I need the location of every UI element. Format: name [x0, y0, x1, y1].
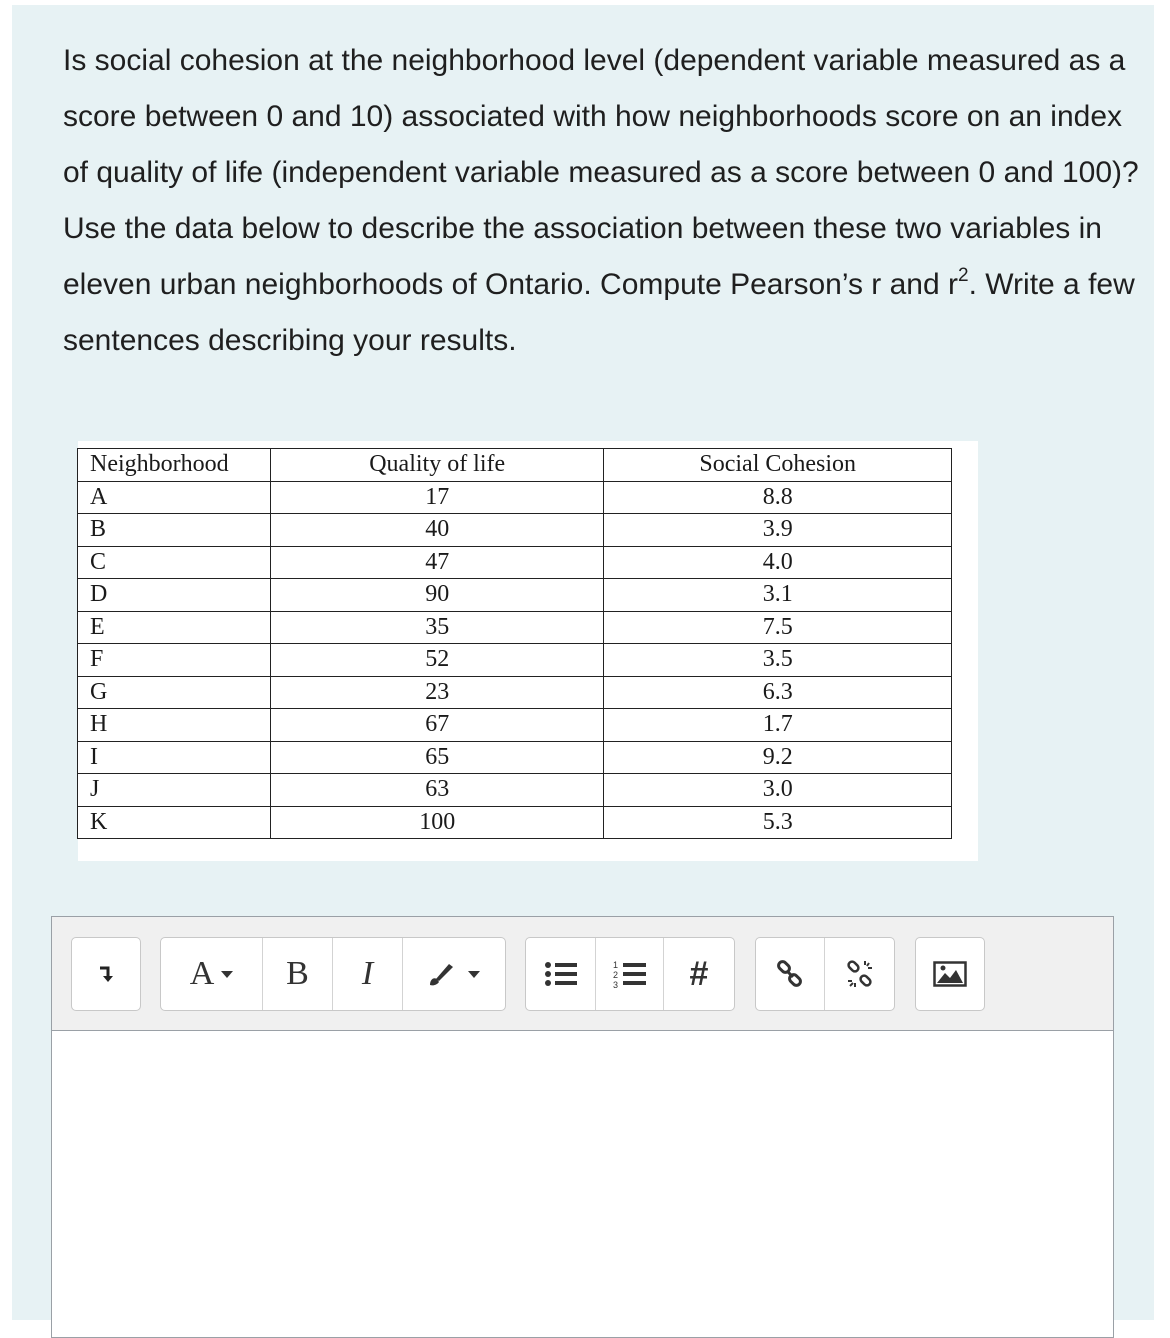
toolbar-group-lists	[525, 937, 735, 1011]
cell-neighborhood: E	[78, 611, 271, 644]
cell-quality: 90	[270, 579, 604, 612]
question-text: Is social cohesion at the neighborhood level (dependent variable measured as a score between 0 and 10) associated with how neighborhoods score on an index of quality of life (independent variable measured as a score between 0 and 100)? Use the data below to describe the association between these two variables in eleven urban neighborhoods of Ontario. Compute Pearson’s r and $r^2$. Write a few sentences describing your results.	[63, 44, 1139, 357]
svg-text:3: 3	[612, 980, 618, 989]
table-row	[78, 644, 952, 677]
cell-neighborhood: J	[78, 774, 271, 807]
cell-cohesion: 3.0	[604, 774, 952, 807]
unlink-icon	[845, 959, 875, 989]
toolbar-group-format	[160, 937, 506, 1011]
table-row	[78, 741, 952, 774]
italic-icon: I	[361, 955, 374, 992]
cell-cohesion: 3.9	[604, 514, 952, 547]
table-row	[78, 481, 952, 514]
cell-neighborhood: A	[78, 481, 271, 514]
numbered-list-icon	[613, 959, 647, 989]
toolbar-group-links	[755, 937, 895, 1011]
cell-neighborhood: C	[78, 546, 271, 579]
font-color-icon: A	[189, 955, 215, 992]
table-row	[78, 546, 952, 579]
cell-neighborhood: D	[78, 579, 271, 612]
chevron-down-icon	[468, 971, 480, 978]
numbered-list-button[interactable]	[596, 938, 664, 1010]
cell-cohesion: 7.5	[604, 611, 952, 644]
table-header-row	[78, 449, 952, 482]
svg-text:1: 1	[612, 960, 618, 970]
data-table	[77, 448, 952, 839]
editor-content-area[interactable]	[52, 1031, 1113, 1331]
cell-cohesion: 3.5	[604, 644, 952, 677]
link-button[interactable]	[756, 938, 825, 1010]
cell-cohesion: 8.8	[604, 481, 952, 514]
cell-cohesion: 6.3	[604, 676, 952, 709]
cell-neighborhood: K	[78, 806, 271, 839]
clear-format-icon	[427, 961, 461, 987]
equation-button[interactable]	[664, 938, 734, 1010]
link-icon	[776, 960, 804, 988]
cell-quality: 40	[270, 514, 604, 547]
cell-quality: 65	[270, 741, 604, 774]
cell-quality: 17	[270, 481, 604, 514]
bold-icon: B	[286, 955, 309, 992]
cell-neighborhood: I	[78, 741, 271, 774]
bold-button[interactable]	[263, 938, 333, 1010]
unlink-button[interactable]	[825, 938, 894, 1010]
table-row	[78, 611, 952, 644]
insert-image-button[interactable]	[916, 938, 984, 1010]
expand-toolbar-icon	[98, 964, 114, 984]
table-row	[78, 514, 952, 547]
cell-neighborhood: B	[78, 514, 271, 547]
cell-cohesion: 1.7	[604, 709, 952, 742]
image-icon	[933, 961, 967, 987]
rich-text-editor	[51, 916, 1114, 1338]
table-row	[78, 676, 952, 709]
header-social-cohesion: Social Cohesion	[604, 449, 952, 482]
cell-quality: 35	[270, 611, 604, 644]
cell-quality: 23	[270, 676, 604, 709]
cell-quality: 100	[270, 806, 604, 839]
cell-quality: 52	[270, 644, 604, 677]
table-row	[78, 806, 952, 839]
cell-quality: 47	[270, 546, 604, 579]
expand-toolbar-button[interactable]	[72, 938, 140, 1010]
cell-quality: 67	[270, 709, 604, 742]
table-row	[78, 774, 952, 807]
clear-format-button[interactable]	[403, 938, 503, 1010]
header-neighborhood: Neighborhood	[78, 449, 271, 482]
chevron-down-icon	[221, 971, 233, 978]
cell-neighborhood: H	[78, 709, 271, 742]
editor-toolbar	[52, 917, 1113, 1031]
cell-neighborhood: F	[78, 644, 271, 677]
cell-cohesion: 9.2	[604, 741, 952, 774]
cell-cohesion: 5.3	[604, 806, 952, 839]
cell-cohesion: 4.0	[604, 546, 952, 579]
toolbar-group-expand	[71, 937, 141, 1011]
cell-quality: 63	[270, 774, 604, 807]
table-row	[78, 579, 952, 612]
cell-neighborhood: G	[78, 676, 271, 709]
equation-icon: #	[689, 954, 709, 993]
font-color-button[interactable]	[161, 938, 263, 1010]
bullet-list-icon	[544, 960, 578, 988]
italic-button[interactable]	[333, 938, 403, 1010]
header-quality-of-life: Quality of life	[270, 449, 604, 482]
toolbar-group-media	[915, 937, 985, 1011]
table-row	[78, 709, 952, 742]
cell-cohesion: 3.1	[604, 579, 952, 612]
bullet-list-button[interactable]	[526, 938, 596, 1010]
svg-text:2: 2	[612, 970, 618, 980]
